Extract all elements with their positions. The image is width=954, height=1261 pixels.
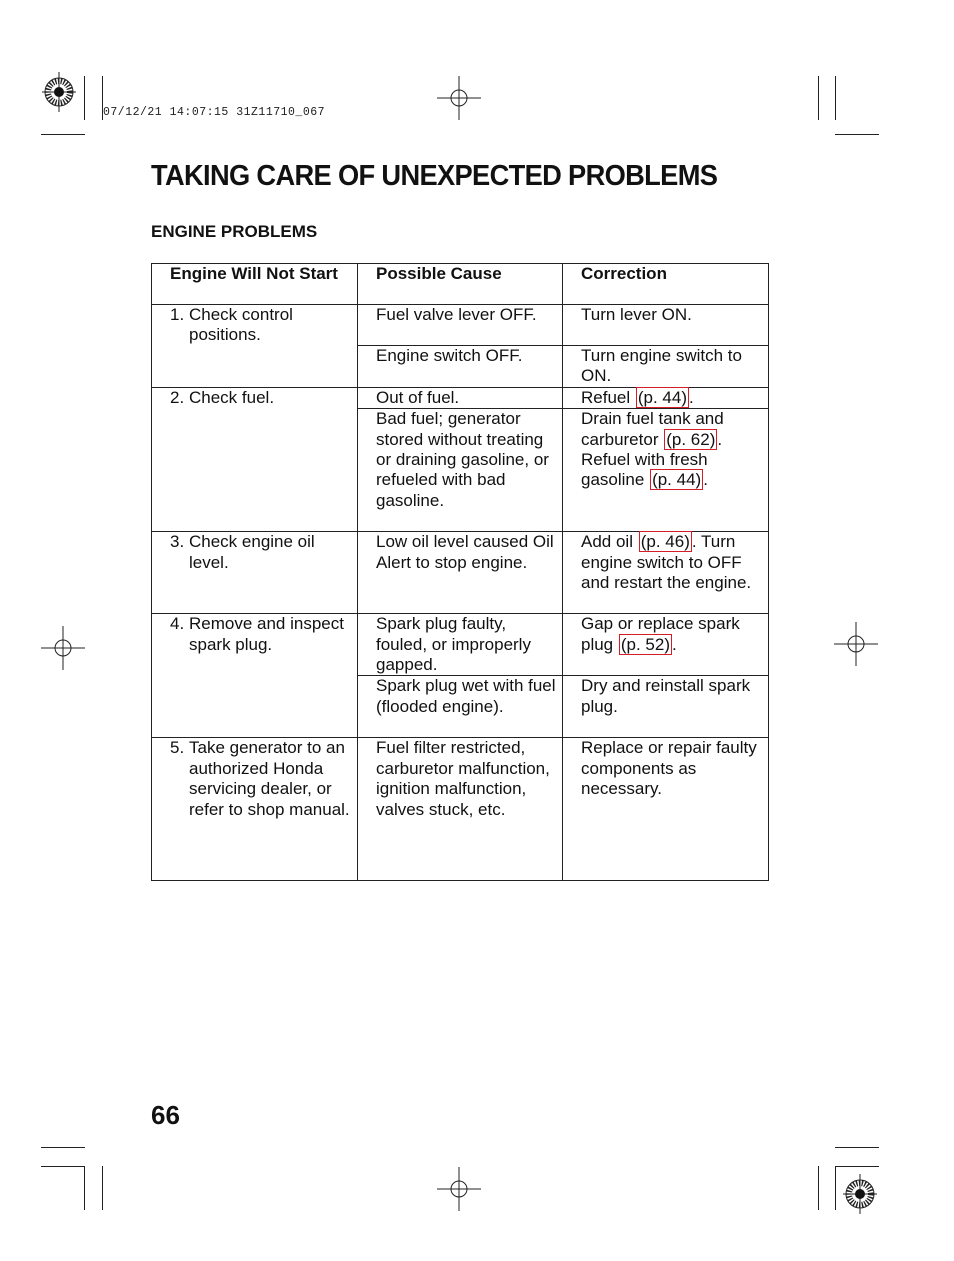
page-reference-link[interactable]: (p. 62) <box>666 429 716 449</box>
header-symptom: Engine Will Not Start <box>152 264 358 305</box>
troubleshooting-table <box>151 263 769 881</box>
step-cell <box>152 387 358 531</box>
table-row <box>152 305 769 346</box>
page-reference-link[interactable]: (p. 44) <box>652 470 702 490</box>
table-row <box>152 387 769 408</box>
page-number: 66 <box>151 1100 180 1130</box>
step-number: 2. <box>170 387 185 407</box>
correction-cell: Replace or repair faulty components as necessary. <box>563 738 769 881</box>
section-heading: ENGINE PROBLEMS <box>151 222 318 241</box>
cause-cell: Spark plug wet with fuel (flooded engine). <box>358 676 563 738</box>
correction-text: . Refuel with fresh gasoline <box>581 429 723 490</box>
page-title: TAKING CARE OF UNEXPECTED PROBLEMS <box>151 160 718 192</box>
cause-cell: Bad fuel; generator stored without treating or draining gasoline, or refueled with bad gasoline. <box>358 409 563 532</box>
header-cause: Possible Cause <box>358 264 563 305</box>
step-number: 3. <box>170 532 185 552</box>
cause-cell: Fuel filter restricted, carburetor malfunction, ignition malfunction, valves stuck, etc. <box>358 738 563 881</box>
registration-crosshair-icon <box>41 626 85 670</box>
correction-text: Refuel <box>581 387 631 407</box>
registration-crosshair-icon <box>834 622 878 666</box>
correction-text: Add oil <box>581 532 633 552</box>
correction-text: . Turn engine switch to OFF and restart the engine. <box>581 532 752 593</box>
correction-cell: Turn engine switch to ON. <box>563 346 769 388</box>
step-text: Remove and inspect spark plug. <box>189 614 344 654</box>
cause-cell: Spark plug faulty, fouled, or improperly gapped. <box>358 614 563 676</box>
cause-cell: Engine switch OFF. <box>358 346 563 388</box>
registration-crosshair-icon <box>437 1167 481 1211</box>
step-number: 4. <box>170 614 185 634</box>
registration-crosshair-icon <box>437 76 481 120</box>
cause-cell: Out of fuel. <box>358 387 563 408</box>
table-row <box>152 738 769 881</box>
table-header-row <box>152 264 769 305</box>
step-cell <box>152 738 358 881</box>
correction-text: Drain fuel tank and carburetor <box>581 409 724 449</box>
step-text: Check fuel. <box>189 387 275 407</box>
correction-text: . <box>672 634 677 654</box>
correction-cell: Turn lever ON. <box>563 305 769 346</box>
starburst-target-icon <box>42 72 76 112</box>
cause-cell: Fuel valve lever OFF. <box>358 305 563 346</box>
correction-cell <box>563 409 769 532</box>
starburst-target-icon <box>843 1174 877 1214</box>
step-text: Check engine oil level. <box>189 532 315 572</box>
page-reference-link[interactable]: (p. 52) <box>620 634 671 654</box>
step-cell <box>152 614 358 738</box>
page-reference-link[interactable]: (p. 44) <box>637 387 688 407</box>
step-text: Take generator to an authorized Honda servicing dealer, or refer to shop manual. <box>189 738 350 819</box>
table-row <box>152 532 769 614</box>
correction-cell <box>563 614 769 676</box>
step-number: 5. <box>170 738 185 758</box>
print-stamp: 07/12/21 14:07:15 31Z11710_067 <box>103 106 326 119</box>
correction-text: Gap or replace spark plug <box>581 614 740 654</box>
step-number: 1. <box>170 305 185 324</box>
correction-text: . <box>689 387 694 407</box>
cause-cell: Low oil level caused Oil Alert to stop engine. <box>358 532 563 614</box>
table-row <box>152 614 769 676</box>
correction-text: . <box>703 470 708 490</box>
page-reference-link[interactable]: (p. 46) <box>640 532 690 552</box>
step-cell <box>152 305 358 388</box>
header-correction: Correction <box>563 264 769 305</box>
correction-cell: Dry and reinstall spark plug. <box>563 676 769 738</box>
correction-cell <box>563 532 769 614</box>
correction-cell <box>563 387 769 408</box>
step-text: Check control positions. <box>189 305 293 345</box>
step-cell <box>152 532 358 614</box>
